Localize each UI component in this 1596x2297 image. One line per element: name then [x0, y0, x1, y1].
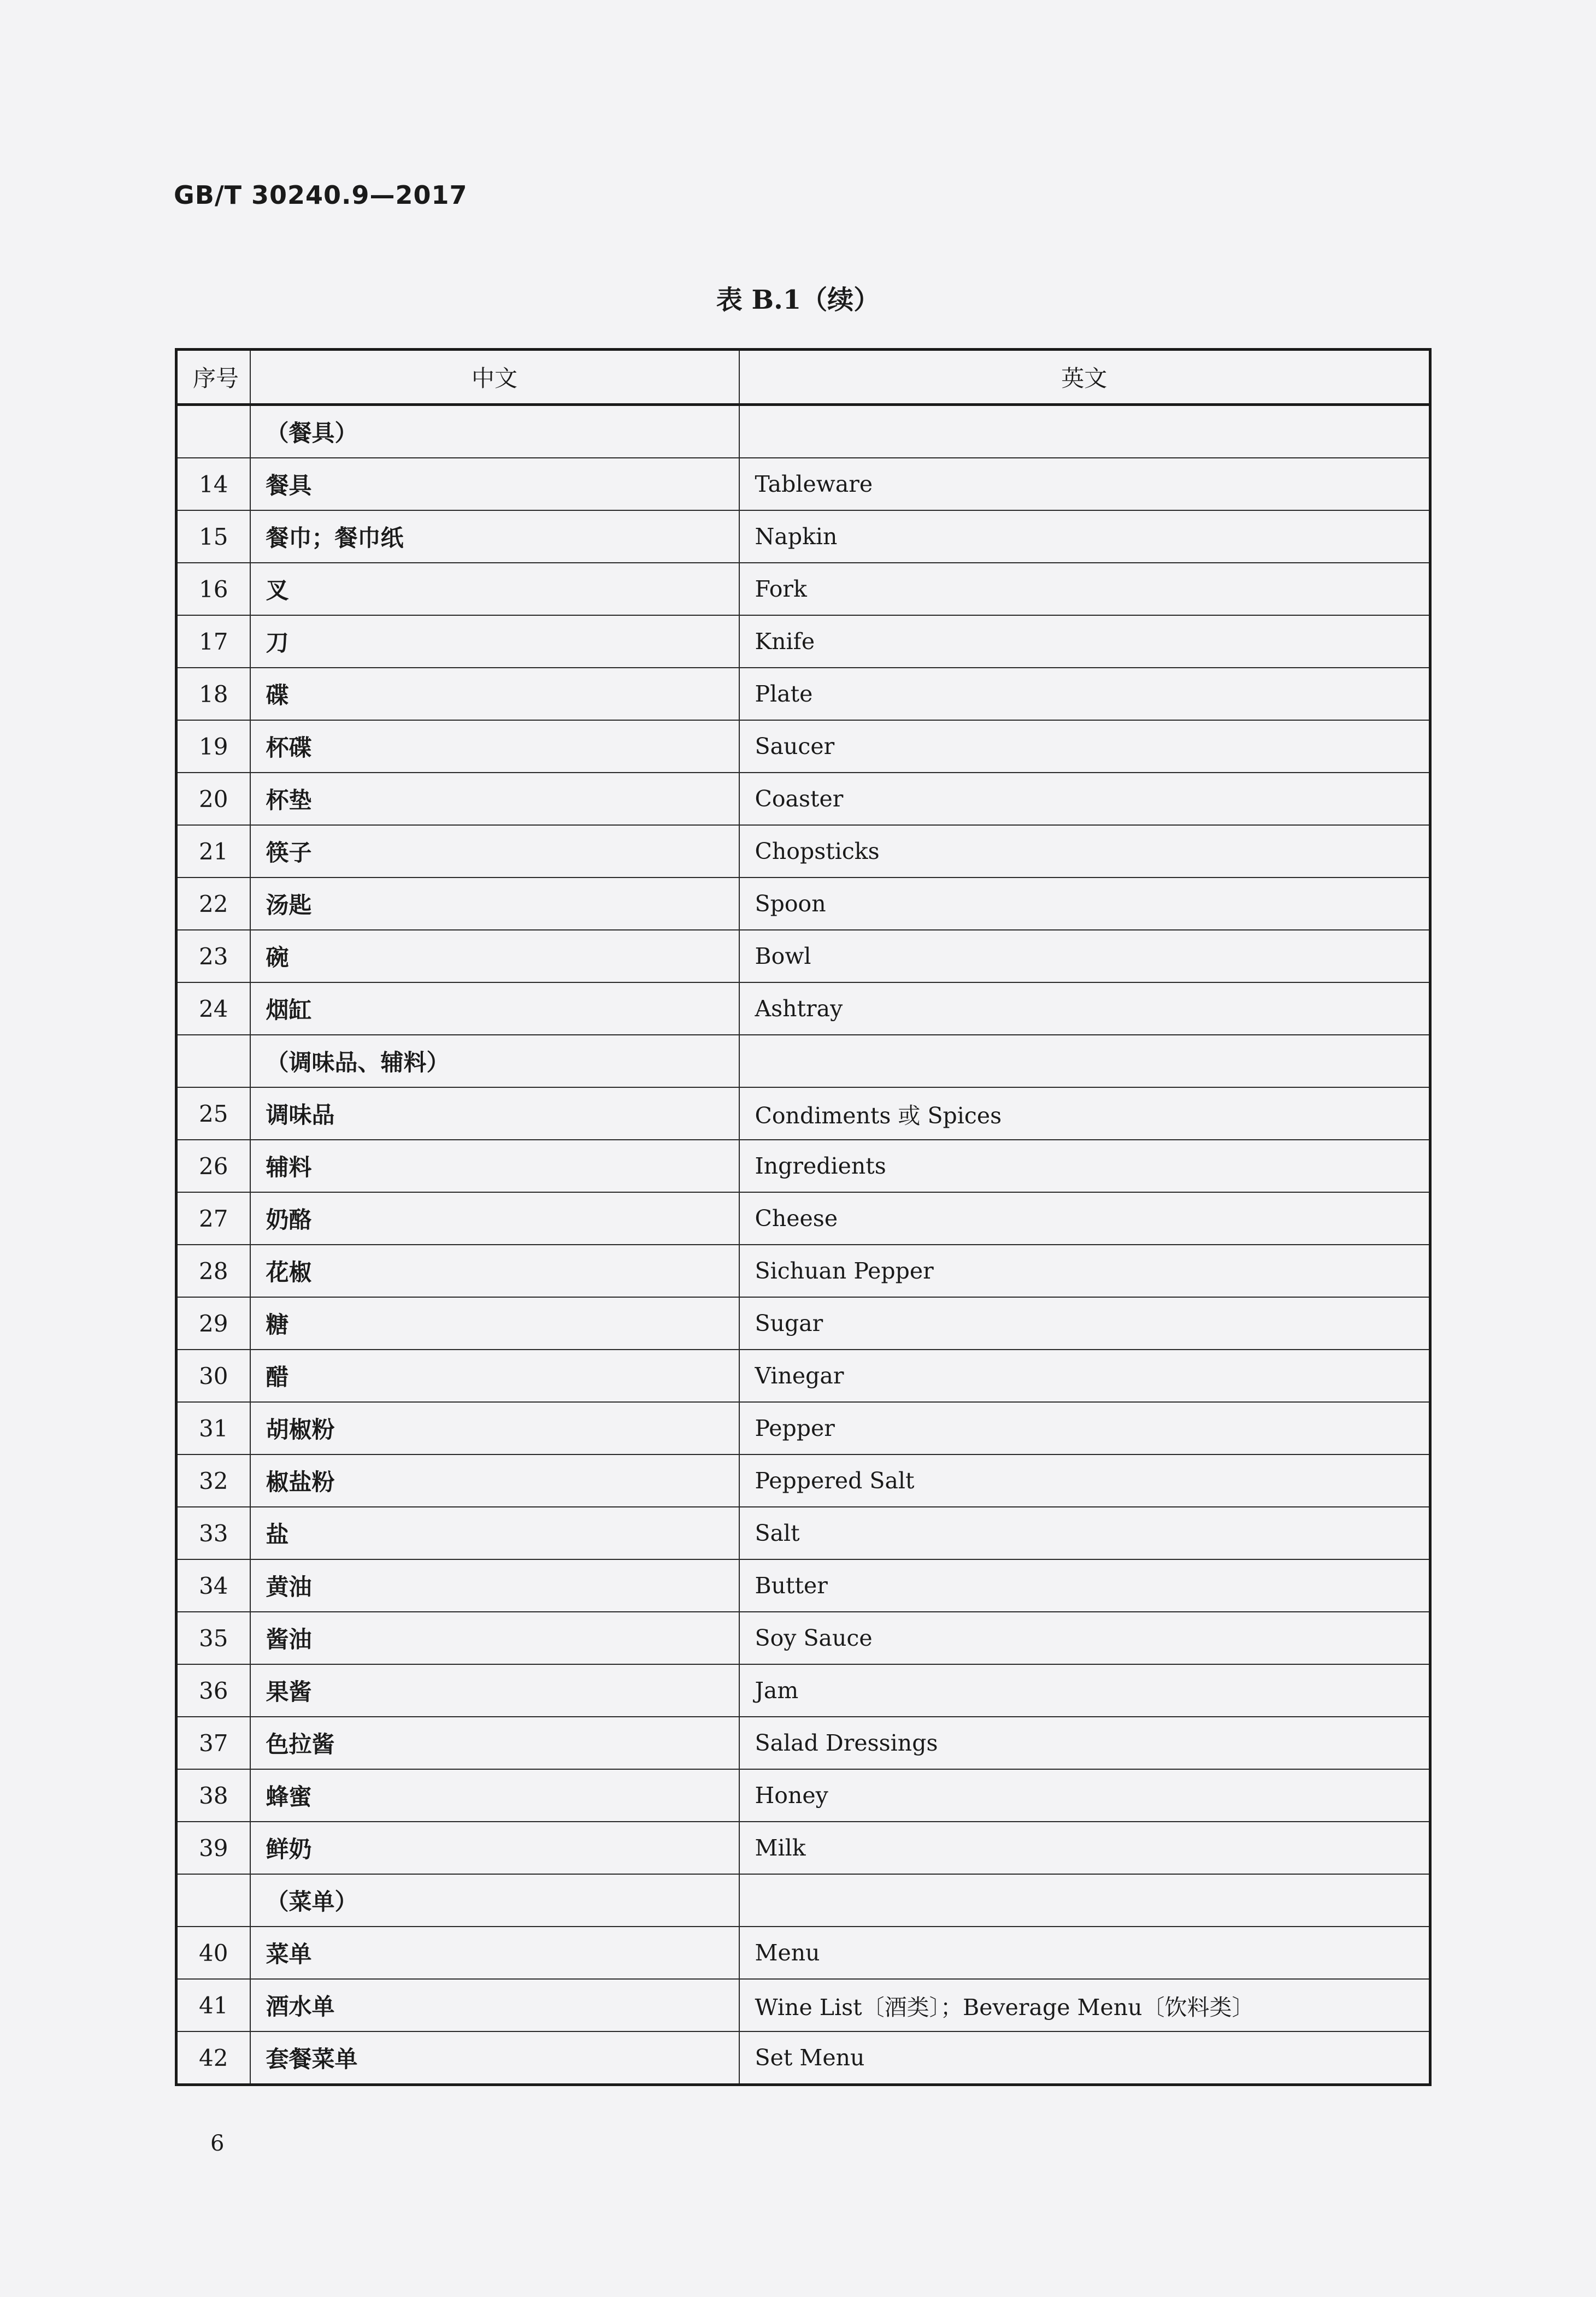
table-row [176, 982, 1430, 1035]
table-row [176, 1035, 1430, 1087]
table-caption: 表 B.1（续） [716, 285, 880, 315]
english-term-cell: Tableware [739, 458, 1430, 510]
table-row [176, 1297, 1430, 1350]
table-row [176, 1979, 1430, 2031]
row-number-cell: 31 [176, 1402, 250, 1454]
row-number-cell [176, 1035, 250, 1087]
english-term-cell: Bowl [739, 930, 1430, 982]
table-row [176, 1927, 1430, 1979]
row-number-cell: 24 [176, 982, 250, 1035]
row-number-cell: 27 [176, 1192, 250, 1245]
table-row [176, 1822, 1430, 1874]
chinese-term-cell: 碟 [250, 668, 739, 720]
english-term-cell: Napkin [739, 510, 1430, 563]
row-number-cell: 22 [176, 877, 250, 930]
header-english: 英文 [739, 350, 1430, 405]
table-row [176, 1087, 1430, 1140]
english-term-cell: Vinegar [739, 1350, 1430, 1402]
english-term-cell: Salt [739, 1507, 1430, 1559]
chinese-term-cell: 辅料 [250, 1140, 739, 1192]
table-row [176, 1874, 1430, 1927]
english-term-cell: Sugar [739, 1297, 1430, 1350]
row-number-cell: 26 [176, 1140, 250, 1192]
row-number-cell: 14 [176, 458, 250, 510]
row-number-cell: 16 [176, 563, 250, 615]
page-number: 6 [210, 2131, 225, 2156]
table-row [176, 615, 1430, 668]
english-term-cell: Jam [739, 1664, 1430, 1717]
table-body [176, 405, 1430, 2085]
table-row [176, 825, 1430, 877]
english-term-cell: Soy Sauce [739, 1612, 1430, 1664]
chinese-term-cell: 酒水单 [250, 1979, 739, 2031]
chinese-term-cell: 餐具 [250, 458, 739, 510]
row-number-cell: 42 [176, 2031, 250, 2085]
row-number-cell: 35 [176, 1612, 250, 1664]
table-row [176, 930, 1430, 982]
english-term-cell: Peppered Salt [739, 1454, 1430, 1507]
row-number-cell: 23 [176, 930, 250, 982]
english-term-cell [739, 405, 1430, 458]
row-number-cell: 41 [176, 1979, 250, 2031]
table-row [176, 773, 1430, 825]
chinese-term-cell: 果酱 [250, 1664, 739, 1717]
chinese-term-cell: 刀 [250, 615, 739, 668]
row-number-cell: 17 [176, 615, 250, 668]
table-row [176, 1350, 1430, 1402]
table-row [176, 1612, 1430, 1664]
table-row [176, 1245, 1430, 1297]
chinese-term-cell: 酱油 [250, 1612, 739, 1664]
row-number-cell: 30 [176, 1350, 250, 1402]
row-number-cell: 15 [176, 510, 250, 563]
row-number-cell: 32 [176, 1454, 250, 1507]
row-number-cell: 21 [176, 825, 250, 877]
english-term-cell: Wine List〔酒类〕；Beverage Menu〔饮料类〕 [739, 1979, 1430, 2031]
terminology-table [175, 348, 1432, 2086]
document-code: GB/T 30240.9—2017 [174, 180, 468, 210]
chinese-term-cell: 色拉酱 [250, 1717, 739, 1769]
row-number-cell: 39 [176, 1822, 250, 1874]
chinese-term-cell: （调味品、辅料） [250, 1035, 739, 1087]
chinese-term-cell: 餐巾；餐巾纸 [250, 510, 739, 563]
table-row [176, 405, 1430, 458]
row-number-cell: 34 [176, 1559, 250, 1612]
english-term-cell: Pepper [739, 1402, 1430, 1454]
english-term-cell: Ashtray [739, 982, 1430, 1035]
chinese-term-cell: 盐 [250, 1507, 739, 1559]
row-number-cell: 37 [176, 1717, 250, 1769]
chinese-term-cell: 鲜奶 [250, 1822, 739, 1874]
table-row [176, 1140, 1430, 1192]
row-number-cell: 29 [176, 1297, 250, 1350]
table-row [176, 720, 1430, 773]
chinese-term-cell: 花椒 [250, 1245, 739, 1297]
english-term-cell [739, 1874, 1430, 1927]
row-number-cell: 38 [176, 1769, 250, 1822]
table-row [176, 877, 1430, 930]
chinese-term-cell: 醋 [250, 1350, 739, 1402]
english-term-cell: Coaster [739, 773, 1430, 825]
table-row [176, 668, 1430, 720]
table-row [176, 1717, 1430, 1769]
table-row [176, 1664, 1430, 1717]
english-term-cell: Set Menu [739, 2031, 1430, 2085]
table-row [176, 1402, 1430, 1454]
english-term-cell [739, 1035, 1430, 1087]
english-term-cell: Knife [739, 615, 1430, 668]
chinese-term-cell: 胡椒粉 [250, 1402, 739, 1454]
header-chinese: 中文 [250, 350, 739, 405]
english-term-cell: Condiments 或 Spices [739, 1087, 1430, 1140]
english-term-cell: Saucer [739, 720, 1430, 773]
chinese-term-cell: 杯碟 [250, 720, 739, 773]
row-number-cell: 40 [176, 1927, 250, 1979]
chinese-term-cell: 筷子 [250, 825, 739, 877]
table-row [176, 1507, 1430, 1559]
english-term-cell: Honey [739, 1769, 1430, 1822]
row-number-cell: 19 [176, 720, 250, 773]
chinese-term-cell: 杯垫 [250, 773, 739, 825]
table-row [176, 2031, 1430, 2085]
chinese-term-cell: 蜂蜜 [250, 1769, 739, 1822]
chinese-term-cell: 调味品 [250, 1087, 739, 1140]
english-term-cell: Fork [739, 563, 1430, 615]
chinese-term-cell: 奶酪 [250, 1192, 739, 1245]
english-term-cell: Spoon [739, 877, 1430, 930]
chinese-term-cell: （菜单） [250, 1874, 739, 1927]
english-term-cell: Butter [739, 1559, 1430, 1612]
chinese-term-cell: 黄油 [250, 1559, 739, 1612]
english-term-cell: Menu [739, 1927, 1430, 1979]
header-number: 序号 [176, 350, 250, 405]
table-row [176, 1192, 1430, 1245]
english-term-cell: Sichuan Pepper [739, 1245, 1430, 1297]
chinese-term-cell: 套餐菜单 [250, 2031, 739, 2085]
table-row [176, 1454, 1430, 1507]
english-term-cell: Plate [739, 668, 1430, 720]
chinese-term-cell: 烟缸 [250, 982, 739, 1035]
table-row [176, 510, 1430, 563]
english-term-cell: Salad Dressings [739, 1717, 1430, 1769]
english-term-cell: Chopsticks [739, 825, 1430, 877]
row-number-cell: 25 [176, 1087, 250, 1140]
row-number-cell: 28 [176, 1245, 250, 1297]
chinese-term-cell: 碗 [250, 930, 739, 982]
chinese-term-cell: （餐具） [250, 405, 739, 458]
chinese-term-cell: 糖 [250, 1297, 739, 1350]
chinese-term-cell: 菜单 [250, 1927, 739, 1979]
table-row [176, 1559, 1430, 1612]
row-number-cell [176, 405, 250, 458]
english-term-cell: Ingredients [739, 1140, 1430, 1192]
table-row [176, 458, 1430, 510]
chinese-term-cell: 椒盐粉 [250, 1454, 739, 1507]
english-term-cell: Milk [739, 1822, 1430, 1874]
table-row [176, 1769, 1430, 1822]
row-number-cell: 36 [176, 1664, 250, 1717]
table-header-row [176, 350, 1430, 405]
row-number-cell: 20 [176, 773, 250, 825]
row-number-cell: 33 [176, 1507, 250, 1559]
row-number-cell [176, 1874, 250, 1927]
row-number-cell: 18 [176, 668, 250, 720]
english-term-cell: Cheese [739, 1192, 1430, 1245]
table-row [176, 563, 1430, 615]
chinese-term-cell: 汤匙 [250, 877, 739, 930]
chinese-term-cell: 叉 [250, 563, 739, 615]
